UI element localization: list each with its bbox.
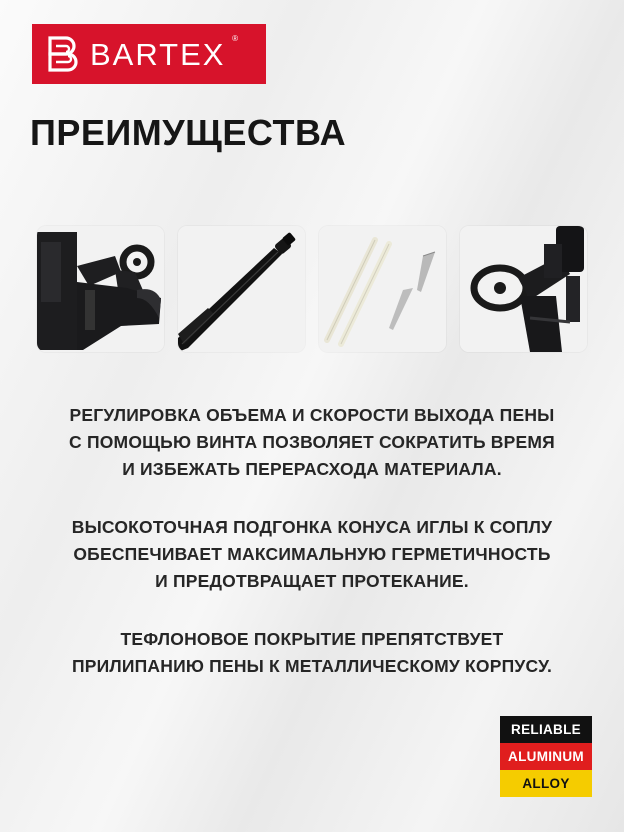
advantage-text-3-line-1: ТЕФЛОНОВОЕ ПОКРЫТИЕ ПРЕПЯТСТВУЕТ bbox=[120, 629, 504, 649]
brand-name: BARTEX bbox=[90, 36, 226, 72]
advantage-text-3-line-2: ПРИЛИПАНИЮ ПЕНЫ К МЕТАЛЛИЧЕСКОМУ КОРПУСУ. bbox=[71, 656, 553, 676]
foam-gun-trigger-photo bbox=[37, 226, 164, 352]
badge-reliable: RELIABLE bbox=[500, 716, 592, 743]
advantage-text-1 bbox=[20, 402, 604, 483]
nozzle-tips-photo bbox=[319, 226, 446, 352]
brand-logo bbox=[32, 24, 266, 84]
advantage-text-1-line-3: И ИЗБЕЖАТЬ ПЕРЕРАСХОДА МАТЕРИАЛА. bbox=[122, 459, 502, 479]
advantage-text-1-line-1: РЕГУЛИРОВКА ОБЪЕМА И СКОРОСТИ ВЫХОДА ПЕНЫ bbox=[69, 405, 555, 425]
bartex-mark-icon bbox=[44, 34, 82, 74]
gun-barrel-photo bbox=[178, 226, 305, 352]
advantage-text-3 bbox=[20, 626, 604, 680]
advantage-text-2 bbox=[20, 514, 604, 595]
advantage-text-2-line-3: И ПРЕДОТВРАЩАЕТ ПРОТЕКАНИЕ. bbox=[155, 571, 469, 591]
badge-aluminum: ALUMINUM bbox=[500, 743, 592, 770]
advantage-text-2-line-1: ВЫСОКОТОЧНАЯ ПОДГОНКА КОНУСА ИГЛЫ К СОПЛУ bbox=[71, 517, 553, 537]
adjustment-screw-photo bbox=[460, 226, 587, 352]
advantage-text-1-line-2: С ПОМОЩЬЮ ВИНТА ПОЗВОЛЯЕТ СОКРАТИТЬ ВРЕМЯ bbox=[69, 432, 555, 452]
page-title: ПРЕИМУЩЕСТВА bbox=[30, 112, 347, 153]
badge-alloy: ALLOY bbox=[500, 770, 592, 797]
registered-mark: ® bbox=[232, 34, 238, 43]
advantage-text-2-line-2: ОБЕСПЕЧИВАЕТ МАКСИМАЛЬНУЮ ГЕРМЕТИЧНОСТЬ bbox=[73, 544, 551, 564]
